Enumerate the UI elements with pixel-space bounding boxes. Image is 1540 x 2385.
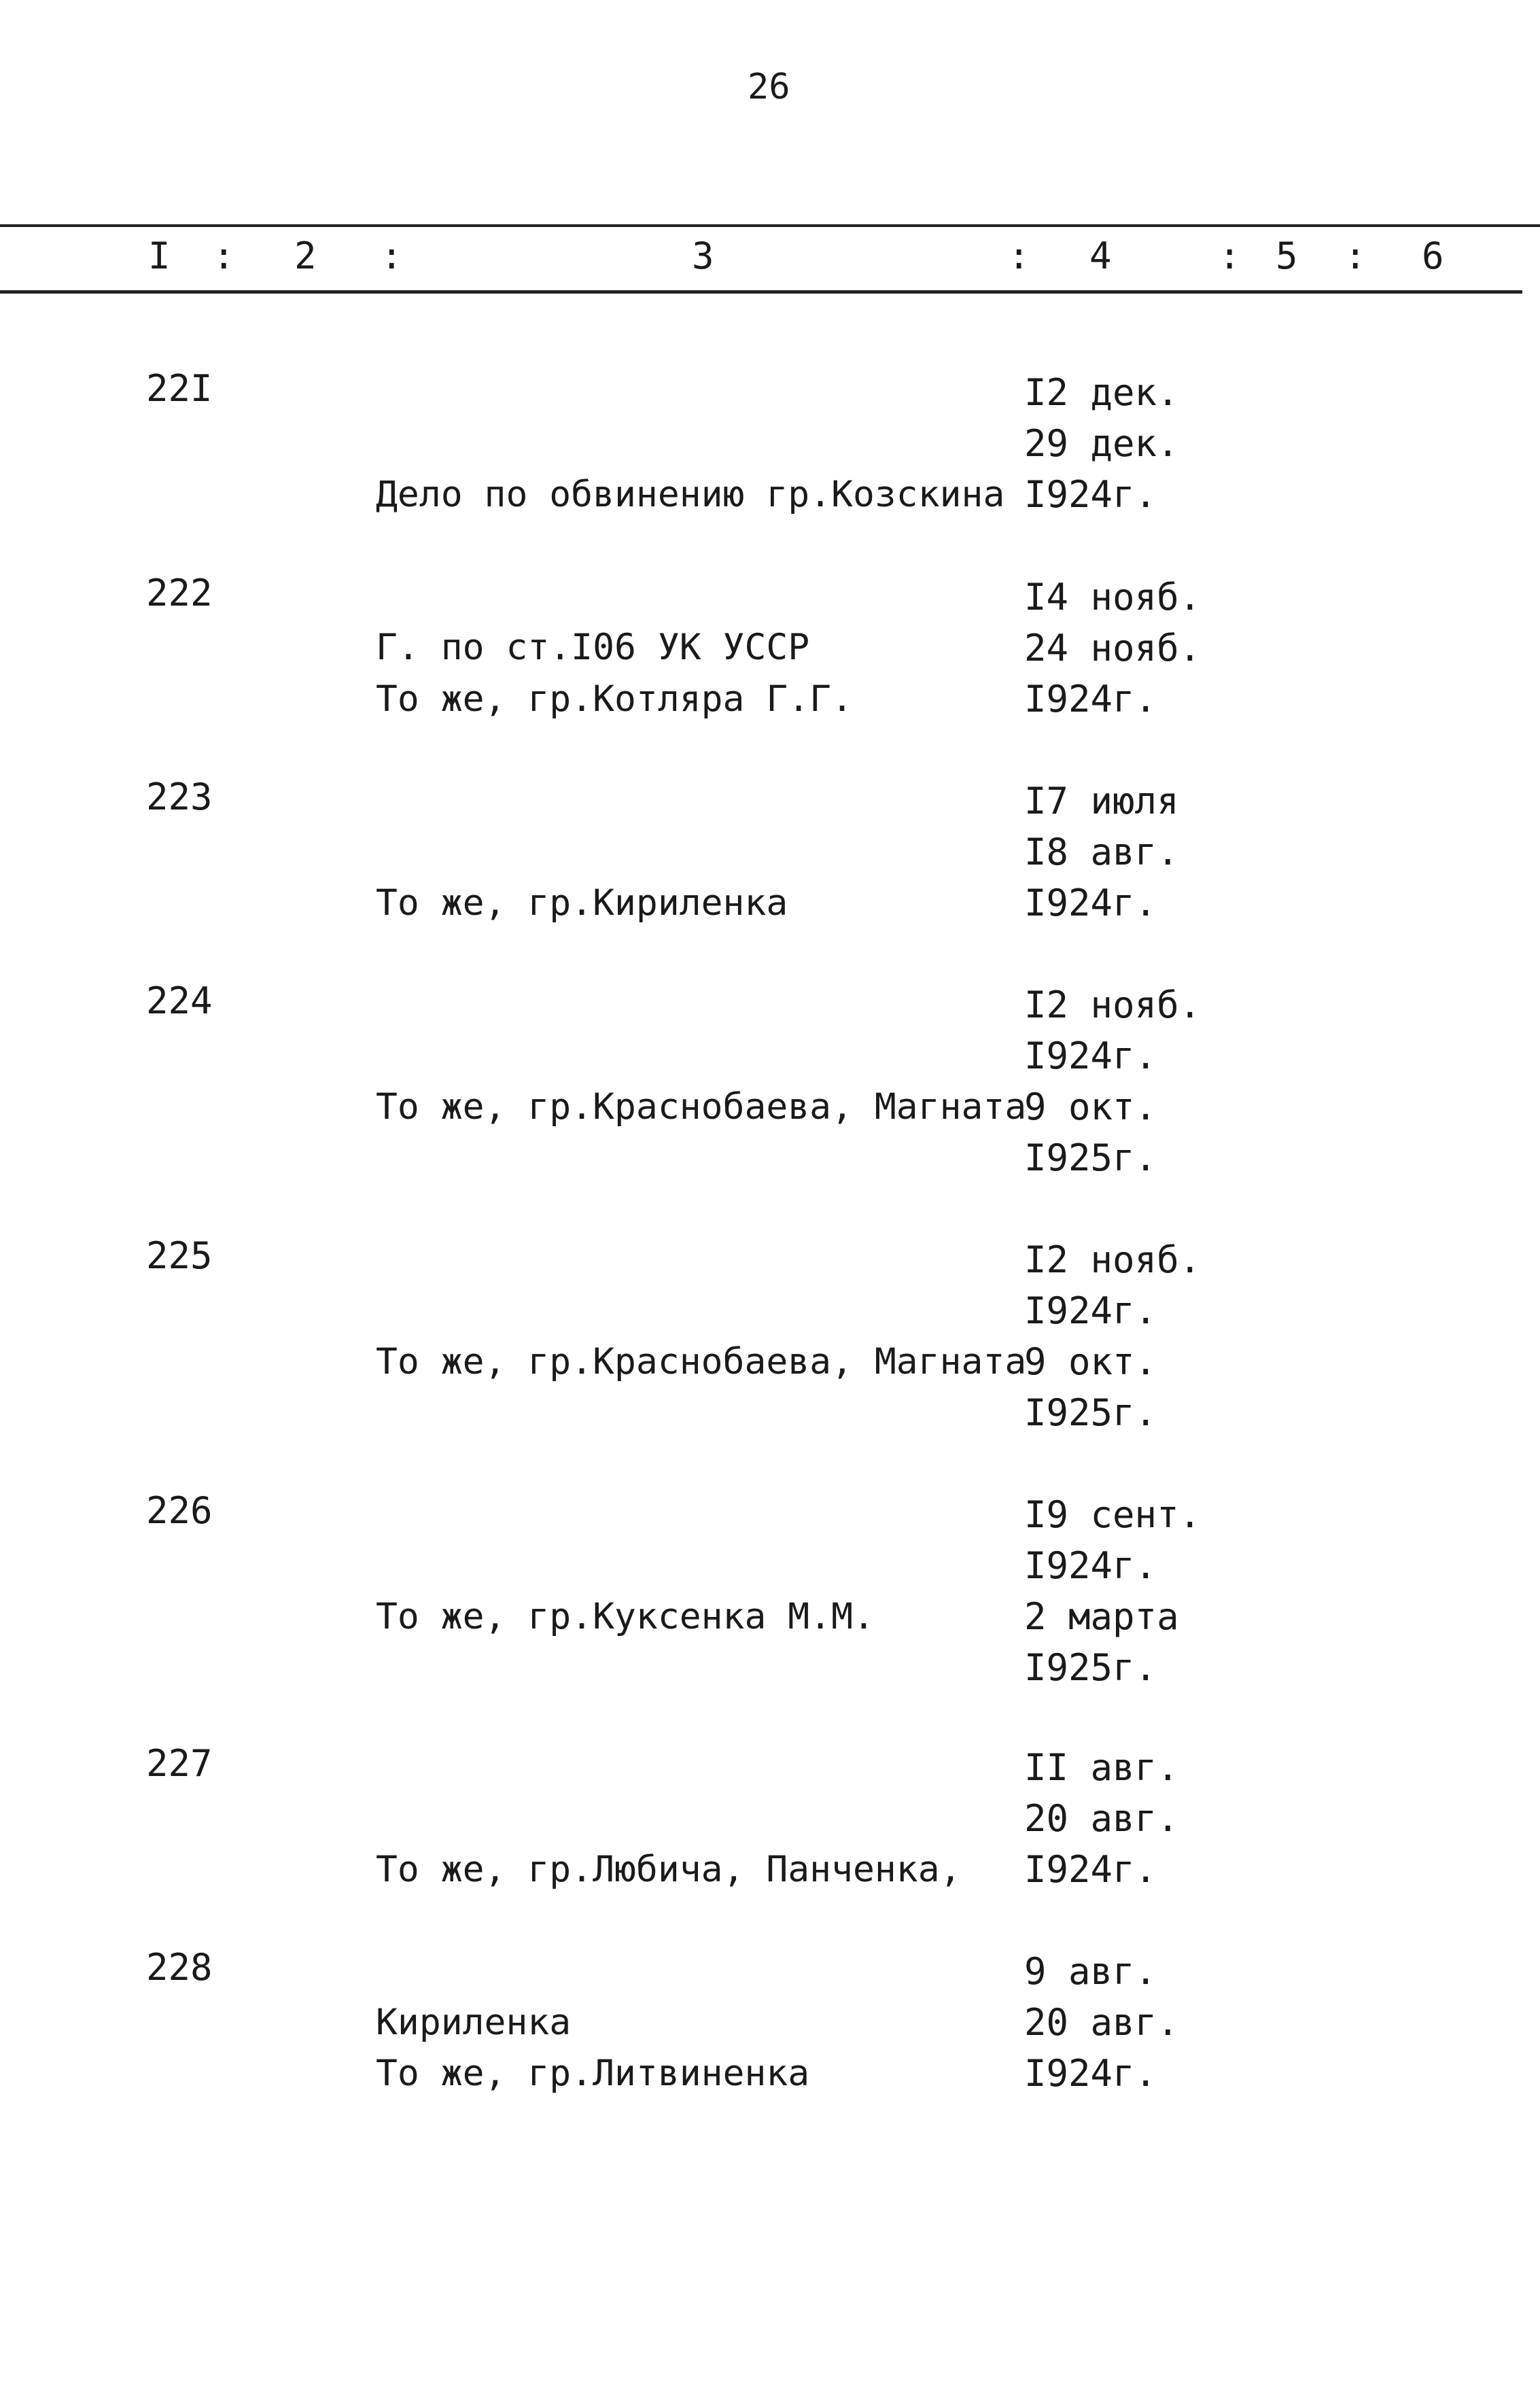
- header-rule-top: [0, 224, 1540, 227]
- column-header-4: 4: [1089, 234, 1112, 277]
- title-line: То же, гр.Литвиненка: [376, 2053, 810, 2094]
- row-dates: [1024, 1489, 1201, 1693]
- row-number: 227: [146, 1742, 213, 1785]
- date-line: I924г.: [1024, 678, 1157, 720]
- column-separator: :: [1008, 234, 1030, 277]
- date-line: 2 марта: [1024, 1595, 1179, 1638]
- date-line: I924г.: [1024, 2052, 1157, 2095]
- row-dates: [1024, 1234, 1201, 1438]
- column-header-6: 6: [1422, 234, 1444, 277]
- row-dates: [1024, 1742, 1179, 1895]
- date-line: 20 авг.: [1024, 1797, 1179, 1840]
- date-line: I7 июля: [1024, 780, 1179, 822]
- header-rule-bottom: [0, 290, 1522, 294]
- date-line: 24 нояб.: [1024, 627, 1202, 669]
- row-dates: [1024, 572, 1201, 725]
- title-line: То же, гр.Куксенка М.М.: [376, 1596, 875, 1637]
- title-line: То же, гр.Краснобаева, Магната: [376, 1086, 1027, 1128]
- date-line: 20 авг.: [1024, 2001, 1179, 2044]
- column-separator: :: [381, 234, 403, 277]
- date-line: I924г.: [1024, 882, 1157, 924]
- row-number: 223: [146, 776, 213, 818]
- title-line: Дело по обвинению гр.Козскина: [376, 474, 1005, 515]
- row-title: [376, 979, 1026, 1234]
- row-dates: [1024, 979, 1201, 1183]
- row-dates: [1024, 776, 1179, 928]
- column-header-1: I: [148, 234, 171, 277]
- row-number: 228: [146, 1946, 213, 1989]
- row-number: 224: [146, 979, 213, 1022]
- column-separator: :: [1219, 234, 1241, 277]
- row-number: 226: [146, 1489, 213, 1532]
- date-line: 9 окт.: [1024, 1085, 1157, 1128]
- date-line: I2 нояб.: [1024, 983, 1202, 1026]
- row-title: [376, 1946, 809, 2201]
- date-line: I9 сент.: [1024, 1493, 1202, 1536]
- date-line: 9 авг.: [1024, 1950, 1157, 1993]
- date-line: I925г.: [1024, 1136, 1157, 1179]
- date-line: I924г.: [1024, 1544, 1157, 1587]
- date-line: 9 окт.: [1024, 1340, 1157, 1383]
- title-line: Г. по ст.I06 УК УССР: [376, 627, 810, 668]
- row-title: [376, 1234, 1026, 1489]
- title-line: То же, гр.Кириленка: [376, 882, 788, 924]
- title-line: То же, гр.Любича, Панченка,: [376, 1849, 962, 1890]
- date-line: I924г.: [1024, 473, 1157, 516]
- date-line: I2 нояб.: [1024, 1238, 1202, 1281]
- date-line: I924г.: [1024, 1848, 1157, 1891]
- date-line: I924г.: [1024, 1034, 1157, 1077]
- date-line: I4 нояб.: [1024, 576, 1202, 619]
- title-line: То же, гр.Котляра Г.Г.: [376, 678, 853, 720]
- column-header-5: 5: [1276, 234, 1298, 277]
- row-number: 22I: [146, 367, 213, 410]
- date-line: II авг.: [1024, 1746, 1179, 1789]
- column-header-3: 3: [692, 234, 714, 277]
- page-number: 26: [748, 67, 790, 107]
- date-line: I925г.: [1024, 1646, 1157, 1689]
- date-line: I924г.: [1024, 1289, 1157, 1332]
- date-line: I2 дек.: [1024, 371, 1179, 414]
- date-line: I8 авг.: [1024, 831, 1179, 873]
- date-line: 29 дек.: [1024, 422, 1179, 465]
- column-header-2: 2: [294, 234, 317, 277]
- date-line: I925г.: [1024, 1391, 1157, 1434]
- row-dates: [1024, 367, 1179, 520]
- row-number: 222: [146, 572, 213, 614]
- column-separator: :: [213, 234, 235, 277]
- row-dates: [1024, 1946, 1179, 2099]
- title-line: То же, гр.Краснобаева, Магната: [376, 1341, 1027, 1382]
- row-number: 225: [146, 1234, 213, 1277]
- row-title: [376, 1489, 875, 1744]
- title-line: Кириленка: [376, 2002, 572, 2043]
- column-separator: :: [1344, 234, 1367, 277]
